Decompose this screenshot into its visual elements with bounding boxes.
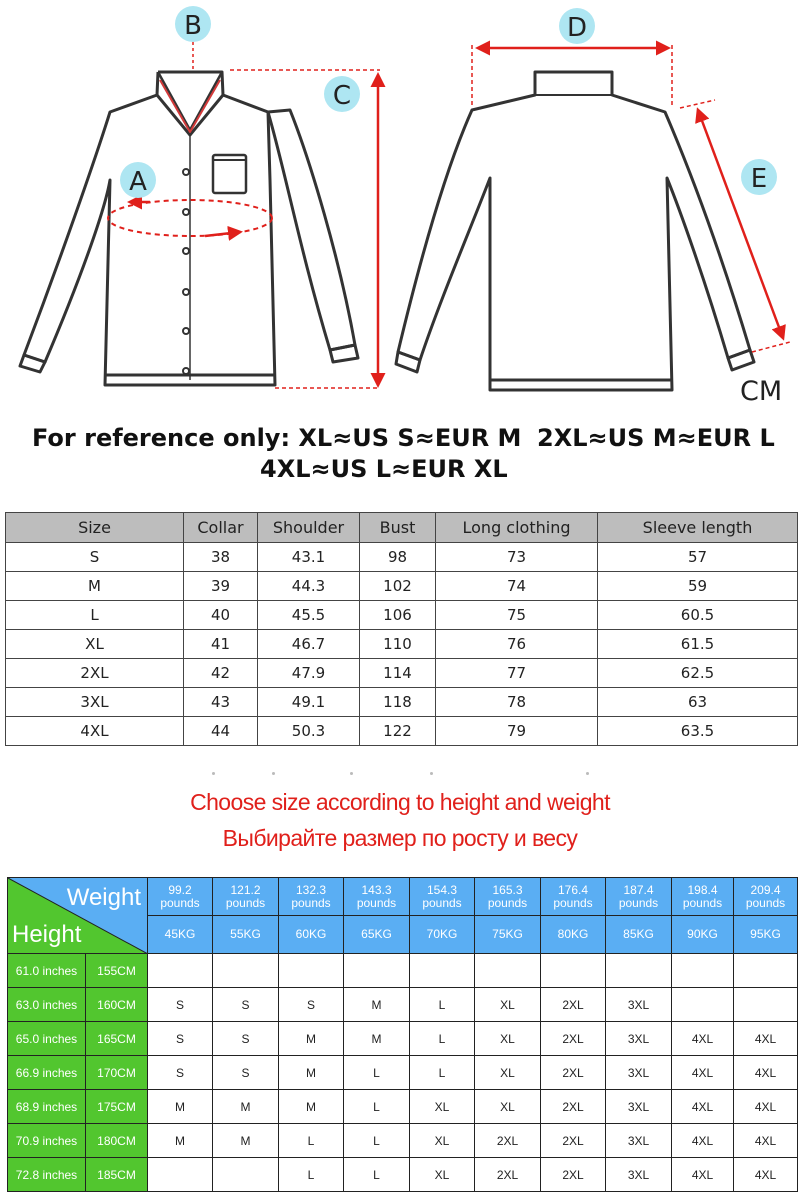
size-table-cell: 39 <box>184 572 258 601</box>
height-row <box>8 1022 798 1056</box>
recommended-size-cell: M <box>213 1124 279 1158</box>
svg-text:B: B <box>184 11 202 41</box>
size-table-cell: 43.1 <box>258 543 360 572</box>
recommended-size-cell: S <box>213 988 279 1022</box>
recommended-size-cell: 4XL <box>672 1022 734 1056</box>
size-table-cell: M <box>6 572 184 601</box>
marker-a <box>120 162 156 198</box>
reference-note-2: 2XL≈US M≈EUR L <box>537 424 775 452</box>
recommended-size-cell <box>213 1158 279 1192</box>
weight-kg-header: 80KG <box>541 916 606 954</box>
weight-kg-header: 90KG <box>672 916 734 954</box>
size-table-cell: 44.3 <box>258 572 360 601</box>
recommended-size-cell <box>541 954 606 988</box>
size-table-header: Long clothing <box>436 513 598 543</box>
recommended-size-cell: 3XL <box>606 1124 672 1158</box>
recommended-size-cell: L <box>410 1056 475 1090</box>
recommended-size-cell: 2XL <box>541 1124 606 1158</box>
recommended-size-cell: 4XL <box>672 1124 734 1158</box>
svg-text:A: A <box>129 167 147 197</box>
recommended-size-cell: 4XL <box>672 1090 734 1124</box>
height-cm-cell: 185CM <box>86 1158 148 1192</box>
recommended-size-cell: 2XL <box>475 1158 541 1192</box>
height-cm-cell: 180CM <box>86 1124 148 1158</box>
separator-dot <box>350 772 353 775</box>
weight-pounds-header: 187.4 pounds <box>606 878 672 916</box>
weight-pounds-row <box>8 878 798 916</box>
size-table-cell: L <box>6 601 184 630</box>
weight-height-corner <box>8 878 148 954</box>
size-table-cell: 77 <box>436 659 598 688</box>
recommended-size-cell: M <box>148 1124 213 1158</box>
recommended-size-cell: S <box>279 988 344 1022</box>
recommended-size-cell: L <box>279 1124 344 1158</box>
size-table-cell: 63.5 <box>598 717 798 746</box>
size-table-cell: XL <box>6 630 184 659</box>
recommended-size-cell: 4XL <box>734 1056 798 1090</box>
size-table-cell: 57 <box>598 543 798 572</box>
recommended-size-cell: M <box>213 1090 279 1124</box>
size-table-cell: 118 <box>360 688 436 717</box>
weight-kg-header: 85KG <box>606 916 672 954</box>
size-table-cell: 49.1 <box>258 688 360 717</box>
recommended-size-cell: S <box>213 1022 279 1056</box>
recommended-size-cell: L <box>410 1022 475 1056</box>
heading-english: Choose size according to height and weight <box>190 789 610 815</box>
size-table-cell: 50.3 <box>258 717 360 746</box>
weight-kg-header: 60KG <box>279 916 344 954</box>
recommended-size-cell: XL <box>475 1056 541 1090</box>
height-label: Height <box>12 921 82 948</box>
recommended-size-cell: M <box>279 1056 344 1090</box>
height-cm-cell: 160CM <box>86 988 148 1022</box>
separator-dot <box>212 772 215 775</box>
recommended-size-cell: 4XL <box>734 1124 798 1158</box>
size-table-cell: 2XL <box>6 659 184 688</box>
recommended-size-cell <box>148 954 213 988</box>
svg-text:D: D <box>566 13 588 43</box>
height-weight-table <box>7 877 798 1192</box>
separator-dot <box>272 772 275 775</box>
recommended-size-cell: 4XL <box>734 1158 798 1192</box>
recommended-size-cell: XL <box>475 988 541 1022</box>
size-table-cell: 42 <box>184 659 258 688</box>
size-table-cell: 47.9 <box>258 659 360 688</box>
weight-pounds-header: 154.3 pounds <box>410 878 475 916</box>
heading-russian: Выбирайте размер по росту и весу <box>222 825 578 851</box>
recommended-size-cell <box>672 954 734 988</box>
recommended-size-cell <box>672 988 734 1022</box>
recommended-size-cell: 4XL <box>734 1022 798 1056</box>
height-row <box>8 1056 798 1090</box>
size-table-cell: 79 <box>436 717 598 746</box>
size-table-cell: 46.7 <box>258 630 360 659</box>
size-table-cell: 38 <box>184 543 258 572</box>
recommended-size-cell <box>148 1158 213 1192</box>
weight-pounds-header: 165.3 pounds <box>475 878 541 916</box>
recommended-size-cell: S <box>148 1022 213 1056</box>
recommended-size-cell: S <box>213 1056 279 1090</box>
recommended-size-cell: L <box>410 988 475 1022</box>
size-table-cell: 78 <box>436 688 598 717</box>
recommended-size-cell <box>213 954 279 988</box>
recommended-size-cell: M <box>344 1022 410 1056</box>
size-table-cell: 114 <box>360 659 436 688</box>
reference-note-3: 4XL≈US L≈EUR XL <box>260 455 508 483</box>
recommended-size-cell: 4XL <box>734 1090 798 1124</box>
recommended-size-cell <box>410 954 475 988</box>
reference-note-1: For reference only: XL≈US S≈EUR M <box>32 424 522 452</box>
size-table-cell: 45.5 <box>258 601 360 630</box>
recommended-size-cell: XL <box>475 1090 541 1124</box>
shirt-front <box>20 72 358 385</box>
weight-kg-header: 55KG <box>213 916 279 954</box>
recommended-size-cell: 2XL <box>475 1124 541 1158</box>
height-cm-cell: 170CM <box>86 1056 148 1090</box>
svg-text:C: C <box>332 81 352 111</box>
weight-pounds-header: 176.4 pounds <box>541 878 606 916</box>
size-table-cell: 102 <box>360 572 436 601</box>
size-table-row <box>6 717 798 746</box>
recommended-size-cell: 3XL <box>606 1158 672 1192</box>
size-table-header: Size <box>6 513 184 543</box>
recommended-size-cell: M <box>279 1022 344 1056</box>
size-table-cell: 41 <box>184 630 258 659</box>
size-table-header-row <box>6 513 798 543</box>
size-table-cell: 106 <box>360 601 436 630</box>
recommended-size-cell: XL <box>475 1022 541 1056</box>
weight-kg-header: 65KG <box>344 916 410 954</box>
size-table-row <box>6 572 798 601</box>
recommended-size-cell: 2XL <box>541 1158 606 1192</box>
recommended-size-cell: 3XL <box>606 1056 672 1090</box>
weight-kg-header: 45KG <box>148 916 213 954</box>
size-table-cell: 74 <box>436 572 598 601</box>
weight-kg-header: 95KG <box>734 916 798 954</box>
size-table-header: Bust <box>360 513 436 543</box>
height-inches-cell: 68.9 inches <box>8 1090 86 1124</box>
size-table-cell: 110 <box>360 630 436 659</box>
recommended-size-cell: L <box>344 1124 410 1158</box>
size-table-header: Collar <box>184 513 258 543</box>
size-table-cell: 76 <box>436 630 598 659</box>
size-table-header: Sleeve length <box>598 513 798 543</box>
recommended-size-cell: M <box>344 988 410 1022</box>
recommended-size-cell: XL <box>410 1124 475 1158</box>
recommended-size-cell: 3XL <box>606 1090 672 1124</box>
recommended-size-cell: 2XL <box>541 1090 606 1124</box>
marker-c <box>324 76 360 112</box>
weight-pounds-header: 99.2 pounds <box>148 878 213 916</box>
recommended-size-cell: M <box>279 1090 344 1124</box>
recommended-size-cell: 2XL <box>541 988 606 1022</box>
size-table-cell: 60.5 <box>598 601 798 630</box>
size-table-cell: 44 <box>184 717 258 746</box>
size-table-header: Shoulder <box>258 513 360 543</box>
recommended-size-cell: XL <box>410 1158 475 1192</box>
weight-kg-header: 70KG <box>410 916 475 954</box>
size-table-row <box>6 601 798 630</box>
height-row <box>8 1090 798 1124</box>
marker-d <box>559 8 595 44</box>
recommended-size-cell: S <box>148 1056 213 1090</box>
recommended-size-cell: 3XL <box>606 988 672 1022</box>
size-table-cell: 63 <box>598 688 798 717</box>
height-cm-cell: 155CM <box>86 954 148 988</box>
height-cm-cell: 165CM <box>86 1022 148 1056</box>
weight-pounds-header: 209.4 pounds <box>734 878 798 916</box>
marker-b <box>175 6 211 42</box>
height-cm-cell: 175CM <box>86 1090 148 1124</box>
recommended-size-cell: S <box>148 988 213 1022</box>
size-table-cell: 59 <box>598 572 798 601</box>
weight-label: Weight <box>66 884 141 911</box>
size-table-cell: 40 <box>184 601 258 630</box>
recommended-size-cell: L <box>344 1056 410 1090</box>
size-table-cell: 4XL <box>6 717 184 746</box>
recommended-size-cell: M <box>148 1090 213 1124</box>
svg-text:E: E <box>750 164 768 194</box>
height-inches-cell: 63.0 inches <box>8 988 86 1022</box>
recommended-size-cell: L <box>344 1158 410 1192</box>
size-table-cell: 62.5 <box>598 659 798 688</box>
size-table-cell: 75 <box>436 601 598 630</box>
marker-e <box>741 159 777 195</box>
recommended-size-cell: 2XL <box>541 1056 606 1090</box>
size-table-cell: 3XL <box>6 688 184 717</box>
recommended-size-cell <box>606 954 672 988</box>
size-table-cell: 61.5 <box>598 630 798 659</box>
height-inches-cell: 66.9 inches <box>8 1056 86 1090</box>
size-table-cell: 98 <box>360 543 436 572</box>
weight-kg-header: 75KG <box>475 916 541 954</box>
shirt-measurement-diagram <box>0 0 800 415</box>
size-table-cell: 43 <box>184 688 258 717</box>
recommended-size-cell <box>279 954 344 988</box>
size-table-row <box>6 630 798 659</box>
size-table-row <box>6 688 798 717</box>
recommended-size-cell: XL <box>410 1090 475 1124</box>
recommended-size-cell <box>734 988 798 1022</box>
height-row <box>8 954 798 988</box>
size-table-cell: S <box>6 543 184 572</box>
recommended-size-cell: 4XL <box>672 1158 734 1192</box>
size-measurement-table <box>5 512 798 746</box>
recommended-size-cell: 4XL <box>672 1056 734 1090</box>
size-table-row <box>6 543 798 572</box>
size-table-cell: 122 <box>360 717 436 746</box>
separator-dot <box>586 772 589 775</box>
recommended-size-cell <box>475 954 541 988</box>
weight-pounds-header: 143.3 pounds <box>344 878 410 916</box>
size-table-row <box>6 659 798 688</box>
height-inches-cell: 65.0 inches <box>8 1022 86 1056</box>
height-inches-cell: 72.8 inches <box>8 1158 86 1192</box>
unit-label: CM <box>740 376 783 407</box>
separator-dot <box>430 772 433 775</box>
height-inches-cell: 61.0 inches <box>8 954 86 988</box>
height-inches-cell: 70.9 inches <box>8 1124 86 1158</box>
height-row <box>8 1158 798 1192</box>
height-row <box>8 988 798 1022</box>
weight-pounds-header: 132.3 pounds <box>279 878 344 916</box>
recommended-size-cell: L <box>344 1090 410 1124</box>
recommended-size-cell: 2XL <box>541 1022 606 1056</box>
size-table-cell: 73 <box>436 543 598 572</box>
recommended-size-cell <box>344 954 410 988</box>
weight-pounds-header: 198.4 pounds <box>672 878 734 916</box>
weight-pounds-header: 121.2 pounds <box>213 878 279 916</box>
recommended-size-cell: 3XL <box>606 1022 672 1056</box>
recommended-size-cell <box>734 954 798 988</box>
recommended-size-cell: L <box>279 1158 344 1192</box>
height-row <box>8 1124 798 1158</box>
